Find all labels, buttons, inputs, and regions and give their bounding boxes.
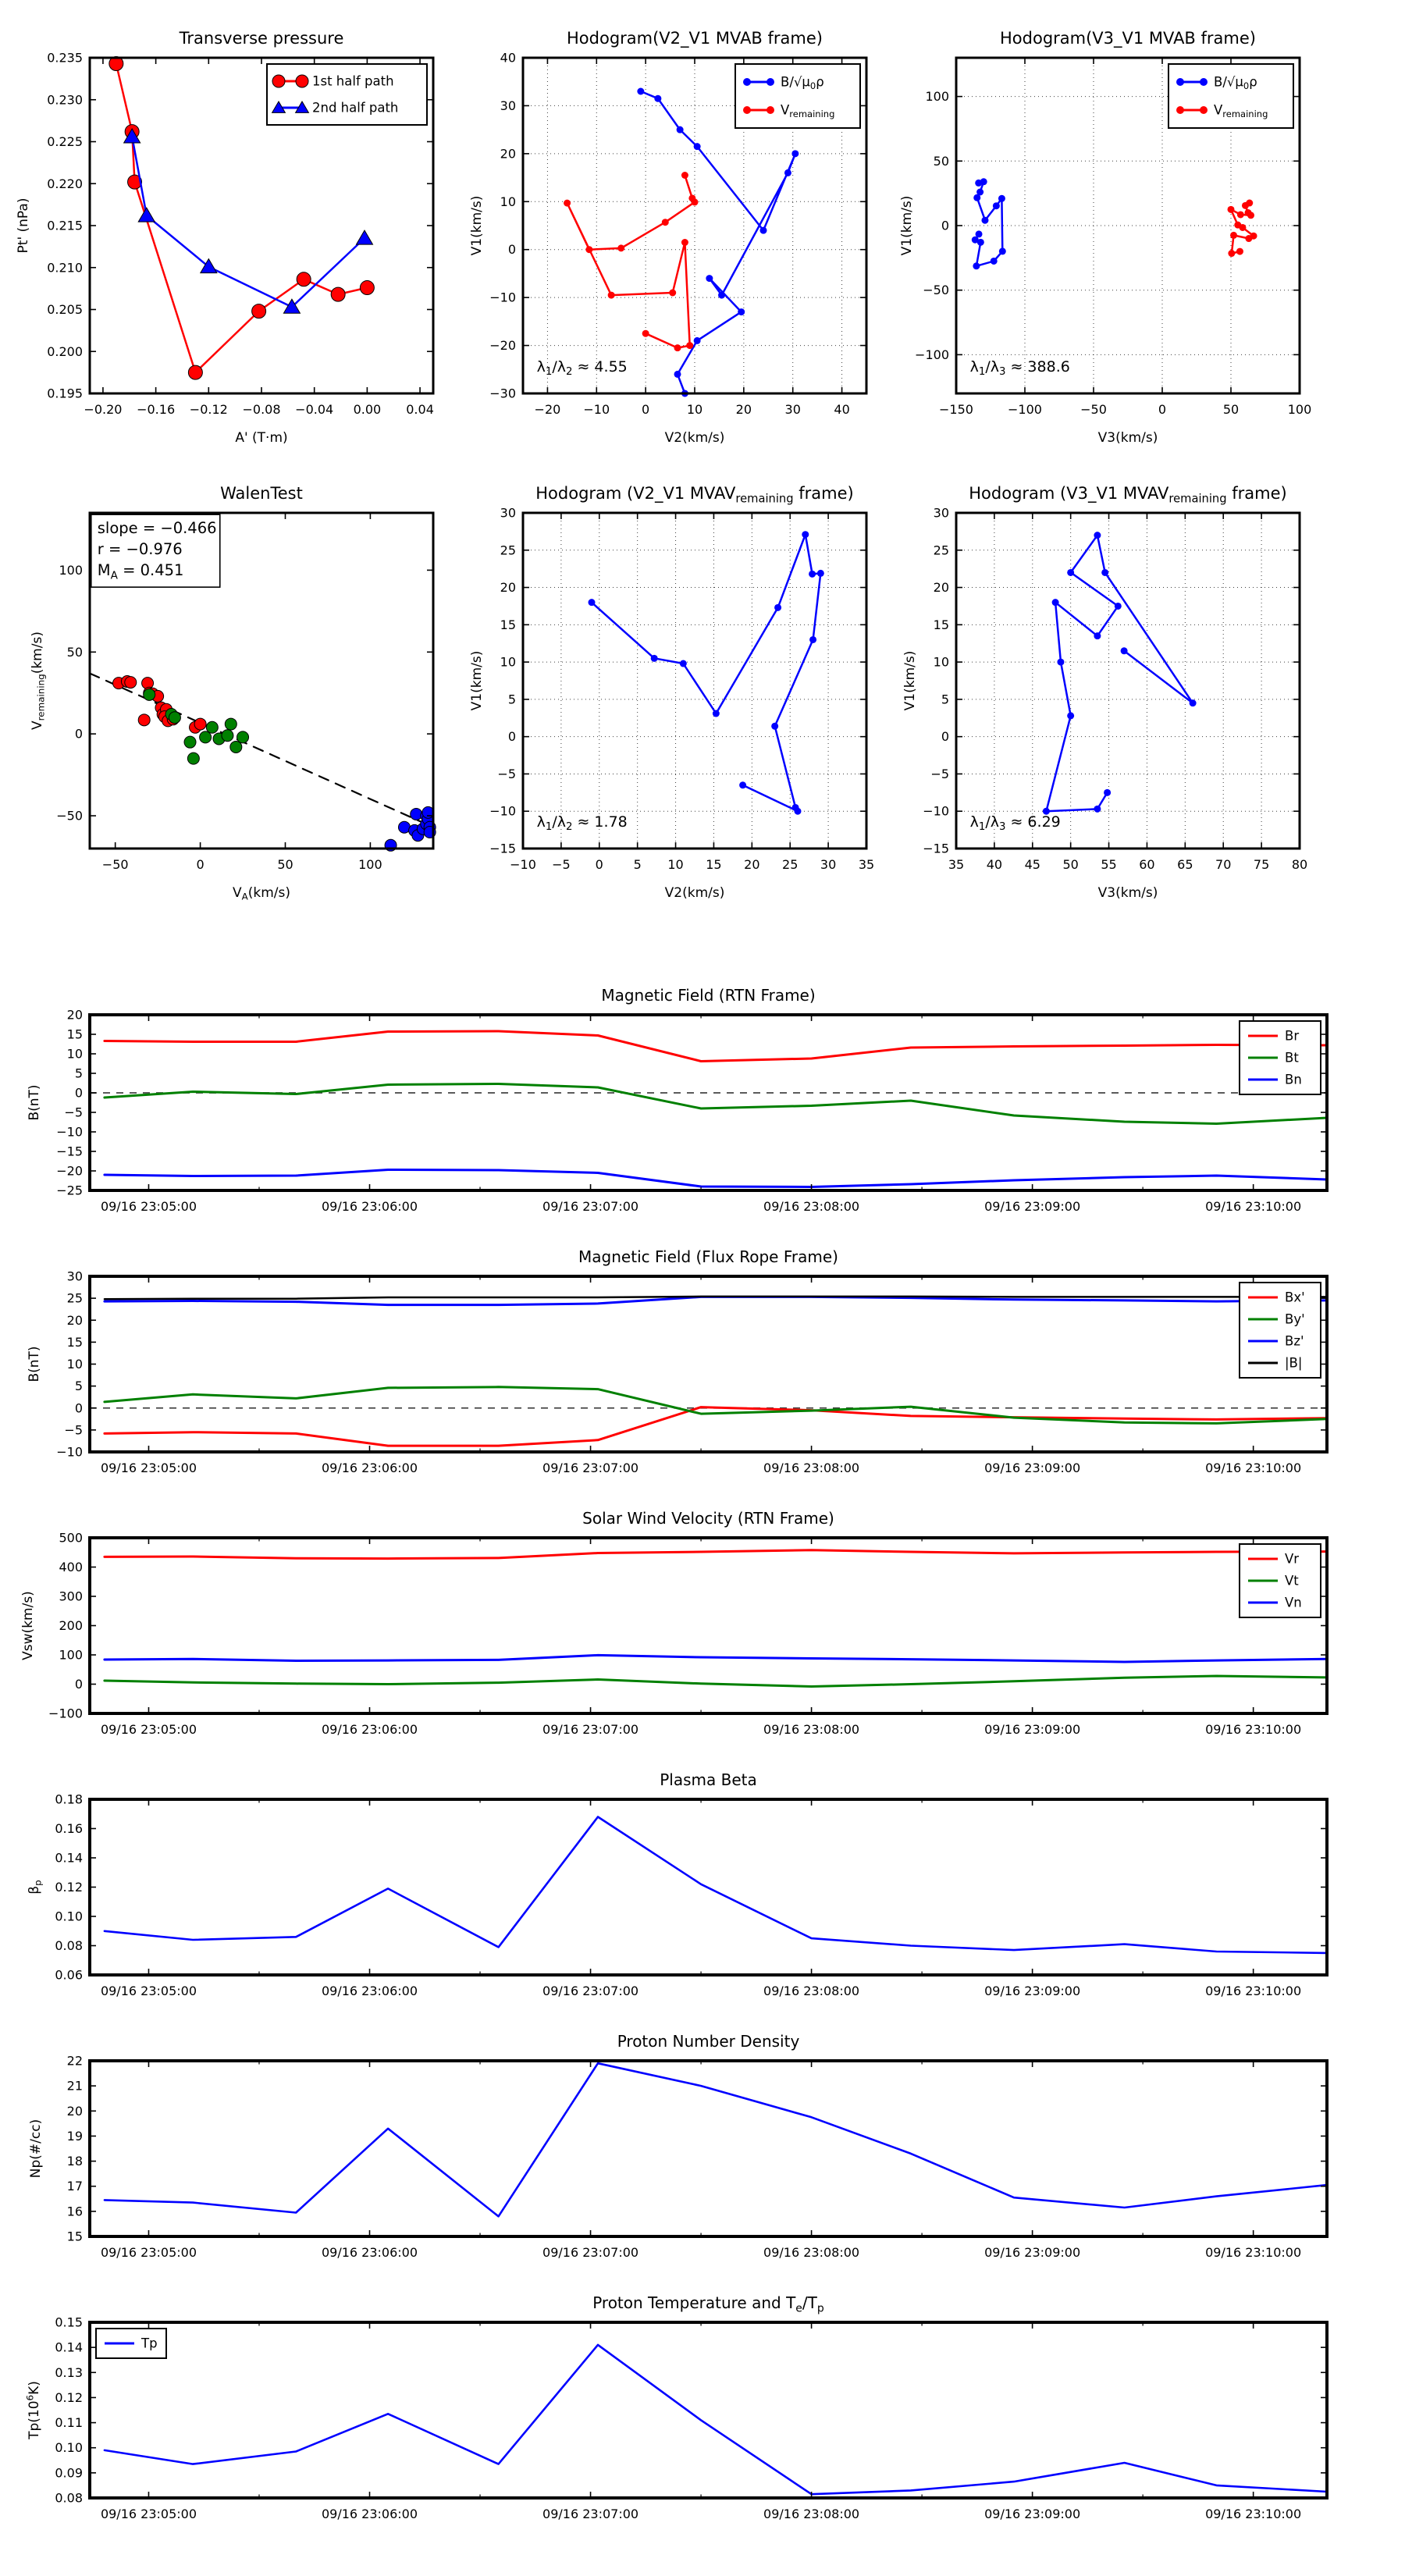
svg-text:5: 5 [633,857,642,872]
svg-text:Bz': Bz' [1285,1333,1304,1349]
svg-text:By': By' [1285,1311,1305,1327]
panel-magnetic-field-rtn [12,966,1397,1224]
svg-text:0.16: 0.16 [55,1821,83,1836]
svg-text:−15: −15 [923,841,949,856]
svg-text:0.09: 0.09 [55,2465,83,2481]
svg-text:Vsw(km/s): Vsw(km/s) [20,1591,36,1660]
svg-text:A' (T·m): A' (T·m) [235,430,288,446]
svg-text:20: 20 [66,2103,83,2119]
svg-text:−15: −15 [489,841,516,856]
svg-text:10: 10 [500,654,516,670]
svg-text:10: 10 [933,654,949,670]
svg-text:Hodogram(V3_V1 MVAB frame): Hodogram(V3_V1 MVAB frame) [1000,29,1256,48]
svg-text:50: 50 [1062,857,1079,872]
svg-text:70: 70 [1215,857,1232,872]
svg-text:09/16 23:06:00: 09/16 23:06:00 [321,1984,418,1998]
svg-text:Vr: Vr [1285,1551,1300,1567]
svg-text:09/16 23:08:00: 09/16 23:08:00 [763,1461,860,1475]
svg-text:09/16 23:10:00: 09/16 23:10:00 [1205,2507,1302,2521]
svg-text:0: 0 [507,729,516,745]
svg-text:60: 60 [1139,857,1155,872]
svg-text:0.230: 0.230 [47,92,83,108]
svg-text:−10: −10 [923,803,949,819]
svg-text:21: 21 [66,2078,83,2094]
svg-text:−50: −50 [56,808,83,824]
svg-text:−50: −50 [923,283,949,298]
svg-text:09/16 23:09:00: 09/16 23:09:00 [984,2507,1081,2521]
svg-text:0.10: 0.10 [55,1909,83,1924]
svg-text:40: 40 [834,402,850,417]
svg-text:Vt: Vt [1285,1573,1299,1589]
svg-text:Hodogram (V3_V1 MVAVremaining: Hodogram (V3_V1 $MVAV_{remaining}$ frame) [969,484,1287,506]
svg-text:0: 0 [74,1677,83,1692]
svg-text:09/16 23:06:00: 09/16 23:06:00 [321,2507,418,2521]
svg-text:V3(km/s): V3(km/s) [1097,430,1158,446]
svg-text:20: 20 [500,580,516,596]
svg-text:−100: −100 [915,347,949,362]
svg-text:15: 15 [66,1334,83,1350]
svg-text:Vn: Vn [1285,1595,1302,1610]
svg-text:VA(km/s): $V_A(km/s)$ [232,885,291,902]
svg-text:−15: −15 [56,1144,83,1159]
svg-text:0.220: 0.220 [47,176,83,191]
svg-text:40: 40 [986,857,1003,872]
svg-text:19: 19 [66,2128,83,2144]
svg-text:0.12: 0.12 [55,1880,83,1895]
svg-text:Solar Wind Velocity (RTN Frame: Solar Wind Velocity (RTN Frame) [582,1509,834,1528]
svg-text:Bx': Bx' [1285,1290,1305,1305]
svg-text:09/16 23:07:00: 09/16 23:07:00 [542,2507,639,2521]
svg-text:Np(#/cc): Np(#/cc) [28,2119,44,2179]
svg-text:09/16 23:10:00: 09/16 23:10:00 [1205,1722,1302,1737]
svg-text:Hodogram(V2_V1 MVAB frame): Hodogram(V2_V1 MVAB frame) [567,29,823,48]
svg-text:B(nT): B(nT) [27,1346,42,1382]
svg-text:80: 80 [1291,857,1308,872]
svg-text:50: 50 [277,857,293,872]
svg-text:09/16 23:05:00: 09/16 23:05:00 [100,1984,197,1998]
svg-text:0.215: 0.215 [47,218,83,233]
svg-text:09/16 23:09:00: 09/16 23:09:00 [984,1984,1081,1998]
svg-text:0: 0 [74,726,83,742]
svg-text:B(nT): B(nT) [27,1084,42,1121]
svg-text:0: 0 [74,1085,83,1101]
svg-text:30: 30 [500,98,516,113]
svg-text:0: 0 [941,218,949,233]
svg-text:Vremaining: $V_{remaining}$ [781,102,835,120]
svg-text:V1(km/s): V1(km/s) [469,195,485,256]
svg-text:−10: −10 [489,290,516,305]
svg-text:B/√μ0ρ: $B/√\mu_0\rho$ [781,74,824,92]
svg-text:−0.12: −0.12 [189,402,228,417]
svg-text:−150: −150 [939,402,973,417]
svg-text:30: 30 [66,1268,83,1284]
svg-text:09/16 23:07:00: 09/16 23:07:00 [542,1199,639,1214]
svg-text:25: 25 [500,543,516,558]
svg-text:09/16 23:07:00: 09/16 23:07:00 [542,1461,639,1475]
svg-text:0: 0 [74,1400,83,1416]
svg-text:09/16 23:06:00: 09/16 23:06:00 [321,2245,418,2260]
svg-text:Bn: Bn [1285,1072,1302,1087]
svg-text:0: 0 [196,857,205,872]
svg-text:0.225: 0.225 [47,134,83,149]
svg-text:V2(km/s): V2(km/s) [664,430,725,446]
svg-text:−5: −5 [930,766,949,781]
svg-text:0.12: 0.12 [55,2389,83,2405]
svg-text:100: 100 [925,89,949,105]
svg-text:−20: −20 [534,402,561,417]
svg-text:09/16 23:10:00: 09/16 23:10:00 [1205,1984,1302,1998]
svg-text:Proton Number Density: Proton Number Density [617,2032,800,2051]
svg-text:−20: −20 [56,1163,83,1179]
svg-text:16: 16 [66,2204,83,2219]
svg-text:−0.08: −0.08 [242,402,281,417]
svg-text:λ1/λ3 ≈ 388.6: $\lambda_1/\lambda_3 \approx 388.6$ [969,358,1070,379]
svg-text:Bt: Bt [1285,1050,1299,1066]
svg-text:0.14: 0.14 [55,1850,83,1866]
svg-text:09/16 23:05:00: 09/16 23:05:00 [100,2245,197,2260]
svg-text:0.11: 0.11 [55,2415,83,2431]
svg-text:−20: −20 [489,338,516,354]
panel-magnetic-field-flux-rope [12,1228,1397,1485]
svg-text:100: 100 [358,857,382,872]
svg-text:0.06: 0.06 [55,1967,83,1983]
svg-text:Magnetic Field (RTN Frame): Magnetic Field (RTN Frame) [601,986,816,1005]
svg-text:0.04: 0.04 [406,402,434,417]
svg-text:0.08: 0.08 [55,2490,83,2506]
svg-text:09/16 23:07:00: 09/16 23:07:00 [542,1722,639,1737]
panel-plasma-beta [12,1751,1397,2008]
svg-text:−10: −10 [56,1444,83,1460]
svg-text:30: 30 [933,505,949,521]
svg-text:20: 20 [66,1312,83,1328]
svg-text:50: 50 [66,644,83,660]
svg-text:20: 20 [735,402,752,417]
svg-text:−5: −5 [552,857,571,872]
svg-text:200: 200 [59,1618,83,1633]
svg-text:Hodogram (V2_V1 MVAVremaining: Hodogram (V2_V1 $MVAV_{remaining}$ frame) [535,484,854,506]
svg-text:−10: −10 [583,402,610,417]
panel-hodogram-v2v1-mvab [468,2,905,501]
svg-text:V3(km/s): V3(km/s) [1097,885,1158,901]
svg-text:25: 25 [66,1290,83,1306]
svg-text:5: 5 [941,692,949,707]
svg-text:20: 20 [500,146,516,162]
svg-text:βp: $\beta_p$ [27,1880,44,1895]
svg-text:0.18: 0.18 [55,1791,83,1807]
svg-text:0.10: 0.10 [55,2440,83,2456]
svg-text:09/16 23:08:00: 09/16 23:08:00 [763,1722,860,1737]
svg-text:75: 75 [1253,857,1270,872]
svg-text:0.08: 0.08 [55,1938,83,1953]
svg-text:−100: −100 [48,1706,83,1721]
svg-text:0.00: 0.00 [353,402,382,417]
svg-text:2nd half path: 2nd half path [312,100,399,116]
svg-text:30: 30 [784,402,801,417]
svg-text:10: 10 [686,402,703,417]
svg-text:17: 17 [66,2179,83,2194]
svg-text:Vremaining(km/s): $V_{remaining}(km/s)$ [30,632,47,730]
panel-hodogram-v2v1-mvav [468,457,905,960]
svg-text:0.210: 0.210 [47,260,83,276]
svg-text:30: 30 [500,505,516,521]
svg-text:25: 25 [933,543,949,558]
panel-hodogram-v3v1-mvav [902,457,1389,960]
svg-text:−0.16: −0.16 [137,402,176,417]
svg-text:09/16 23:08:00: 09/16 23:08:00 [763,2507,860,2521]
svg-text:09/16 23:08:00: 09/16 23:08:00 [763,2245,860,2260]
svg-text:0.205: 0.205 [47,302,83,317]
svg-text:λ1/λ3 ≈ 6.29: $\lambda_1/\lambda_3 \approx 6.29$ [969,813,1061,834]
svg-text:0: 0 [595,857,603,872]
svg-text:09/16 23:05:00: 09/16 23:05:00 [100,1722,197,1737]
svg-text:09/16 23:07:00: 09/16 23:07:00 [542,1984,639,1998]
svg-text:−10: −10 [510,857,536,872]
svg-text:|B|: |B| [1285,1355,1303,1371]
svg-text:Vremaining: $V_{remaining}$ [1214,102,1268,120]
svg-text:−10: −10 [56,1124,83,1140]
svg-text:09/16 23:09:00: 09/16 23:09:00 [984,1722,1081,1737]
svg-text:Transverse pressure: Transverse pressure [179,29,344,48]
svg-text:−50: −50 [101,857,129,872]
svg-text:15: 15 [933,617,949,632]
svg-text:09/16 23:08:00: 09/16 23:08:00 [763,1199,860,1214]
svg-text:5: 5 [507,692,516,707]
svg-text:B/√μ0ρ: $B/√\mu_0\rho$ [1214,74,1257,92]
svg-text:09/16 23:07:00: 09/16 23:07:00 [542,2245,639,2260]
svg-text:10: 10 [66,1046,83,1062]
svg-text:500: 500 [59,1530,83,1546]
svg-text:0: 0 [507,242,516,258]
svg-text:09/16 23:09:00: 09/16 23:09:00 [984,1461,1081,1475]
svg-text:−30: −30 [489,386,516,401]
svg-text:20: 20 [933,580,949,596]
svg-text:40: 40 [500,50,516,66]
svg-text:0.200: 0.200 [47,343,83,359]
svg-text:20: 20 [66,1007,83,1023]
svg-text:100: 100 [59,562,83,578]
panel-hodogram-v3v1-mvab [899,2,1389,501]
svg-text:Tp: Tp [141,2336,158,2351]
svg-text:0: 0 [1158,402,1167,417]
svg-text:−10: −10 [489,803,516,819]
svg-text:10: 10 [667,857,684,872]
svg-text:0.14: 0.14 [55,2339,83,2355]
svg-text:15: 15 [500,617,516,632]
svg-text:09/16 23:10:00: 09/16 23:10:00 [1205,2245,1302,2260]
svg-text:r = −0.976: r = −0.976 [97,540,183,559]
svg-text:Pt' (nPa): Pt' (nPa) [16,197,31,254]
svg-text:09/16 23:10:00: 09/16 23:10:00 [1205,1199,1302,1214]
svg-text:V2(km/s): V2(km/s) [664,885,725,901]
svg-text:65: 65 [1177,857,1193,872]
svg-text:15: 15 [66,1026,83,1042]
svg-text:0: 0 [642,402,650,417]
svg-text:MA = 0.451: $M_A = 0.451$ [97,561,184,582]
panel-solar-wind-velocity [12,1489,1397,1747]
svg-text:50: 50 [933,153,949,169]
svg-text:−5: −5 [64,1422,83,1438]
svg-text:09/16 23:05:00: 09/16 23:05:00 [100,1461,197,1475]
svg-text:09/16 23:06:00: 09/16 23:06:00 [321,1199,418,1214]
svg-text:0.235: 0.235 [47,50,83,66]
panel-proton-temperature [12,2274,1397,2532]
svg-text:WalenTest: WalenTest [220,484,303,503]
svg-text:0.13: 0.13 [55,2364,83,2380]
svg-text:50: 50 [1222,402,1240,417]
svg-text:09/16 23:09:00: 09/16 23:09:00 [984,1199,1081,1214]
svg-text:100: 100 [59,1647,83,1663]
svg-text:35: 35 [948,857,965,872]
svg-text:1st half path: 1st half path [312,73,394,89]
svg-text:09/16 23:09:00: 09/16 23:09:00 [984,2245,1081,2260]
svg-text:−5: −5 [497,766,516,781]
panel-walen-test [16,457,468,960]
svg-text:35: 35 [858,857,875,872]
svg-text:V1(km/s): V1(km/s) [469,650,485,711]
svg-text:λ1/λ2 ≈ 4.55: $\lambda_1/\lambda_2 \approx 4.55$ [536,358,628,379]
svg-text:09/16 23:05:00: 09/16 23:05:00 [100,2507,197,2521]
svg-text:15: 15 [66,2229,83,2244]
svg-text:slope = −0.466: slope = −0.466 [97,519,217,538]
svg-text:09/16 23:05:00: 09/16 23:05:00 [100,1199,197,1214]
svg-text:100: 100 [1287,402,1312,417]
svg-text:5: 5 [74,1379,83,1394]
svg-text:Proton Temperature and Te/Tp: Proton Temperature and $T_e/T_p$ [592,2293,824,2315]
svg-text:−5: −5 [64,1105,83,1120]
svg-text:−25: −25 [56,1183,83,1198]
svg-text:400: 400 [59,1560,83,1574]
svg-text:Br: Br [1285,1028,1300,1044]
panel-proton-number-density [12,2012,1397,2270]
svg-text:λ1/λ2 ≈ 1.78: $\lambda_1/\lambda_2 \approx 1.78$ [536,813,628,834]
svg-text:Magnetic Field (Flux Rope Fram: Magnetic Field (Flux Rope Frame) [578,1247,838,1266]
svg-text:09/16 23:10:00: 09/16 23:10:00 [1205,1461,1302,1475]
svg-text:09/16 23:06:00: 09/16 23:06:00 [321,1461,418,1475]
svg-text:0: 0 [941,729,949,745]
panel-transverse-pressure [16,2,468,501]
svg-text:25: 25 [782,857,799,872]
svg-text:Plasma Beta: Plasma Beta [660,1770,757,1789]
svg-text:0.15: 0.15 [55,2314,83,2330]
svg-text:09/16 23:08:00: 09/16 23:08:00 [763,1984,860,1998]
svg-text:20: 20 [744,857,760,872]
svg-text:V1(km/s): V1(km/s) [902,650,918,711]
svg-text:45: 45 [1024,857,1040,872]
svg-text:−0.20: −0.20 [84,402,123,417]
svg-text:15: 15 [706,857,722,872]
svg-text:−100: −100 [1008,402,1042,417]
svg-text:Tp(106K): $Tp(10^6K)$ [24,2381,42,2439]
svg-text:300: 300 [59,1589,83,1604]
svg-text:22: 22 [66,2053,83,2069]
svg-text:18: 18 [66,2154,83,2169]
svg-text:30: 30 [820,857,837,872]
svg-text:V1(km/s): V1(km/s) [899,195,915,256]
svg-text:−0.04: −0.04 [295,402,334,417]
svg-text:10: 10 [66,1357,83,1372]
svg-text:−50: −50 [1080,402,1107,417]
svg-text:10: 10 [500,194,516,209]
svg-text:5: 5 [74,1066,83,1081]
svg-text:55: 55 [1101,857,1117,872]
svg-text:09/16 23:06:00: 09/16 23:06:00 [321,1722,418,1737]
svg-text:0.195: 0.195 [47,386,83,401]
